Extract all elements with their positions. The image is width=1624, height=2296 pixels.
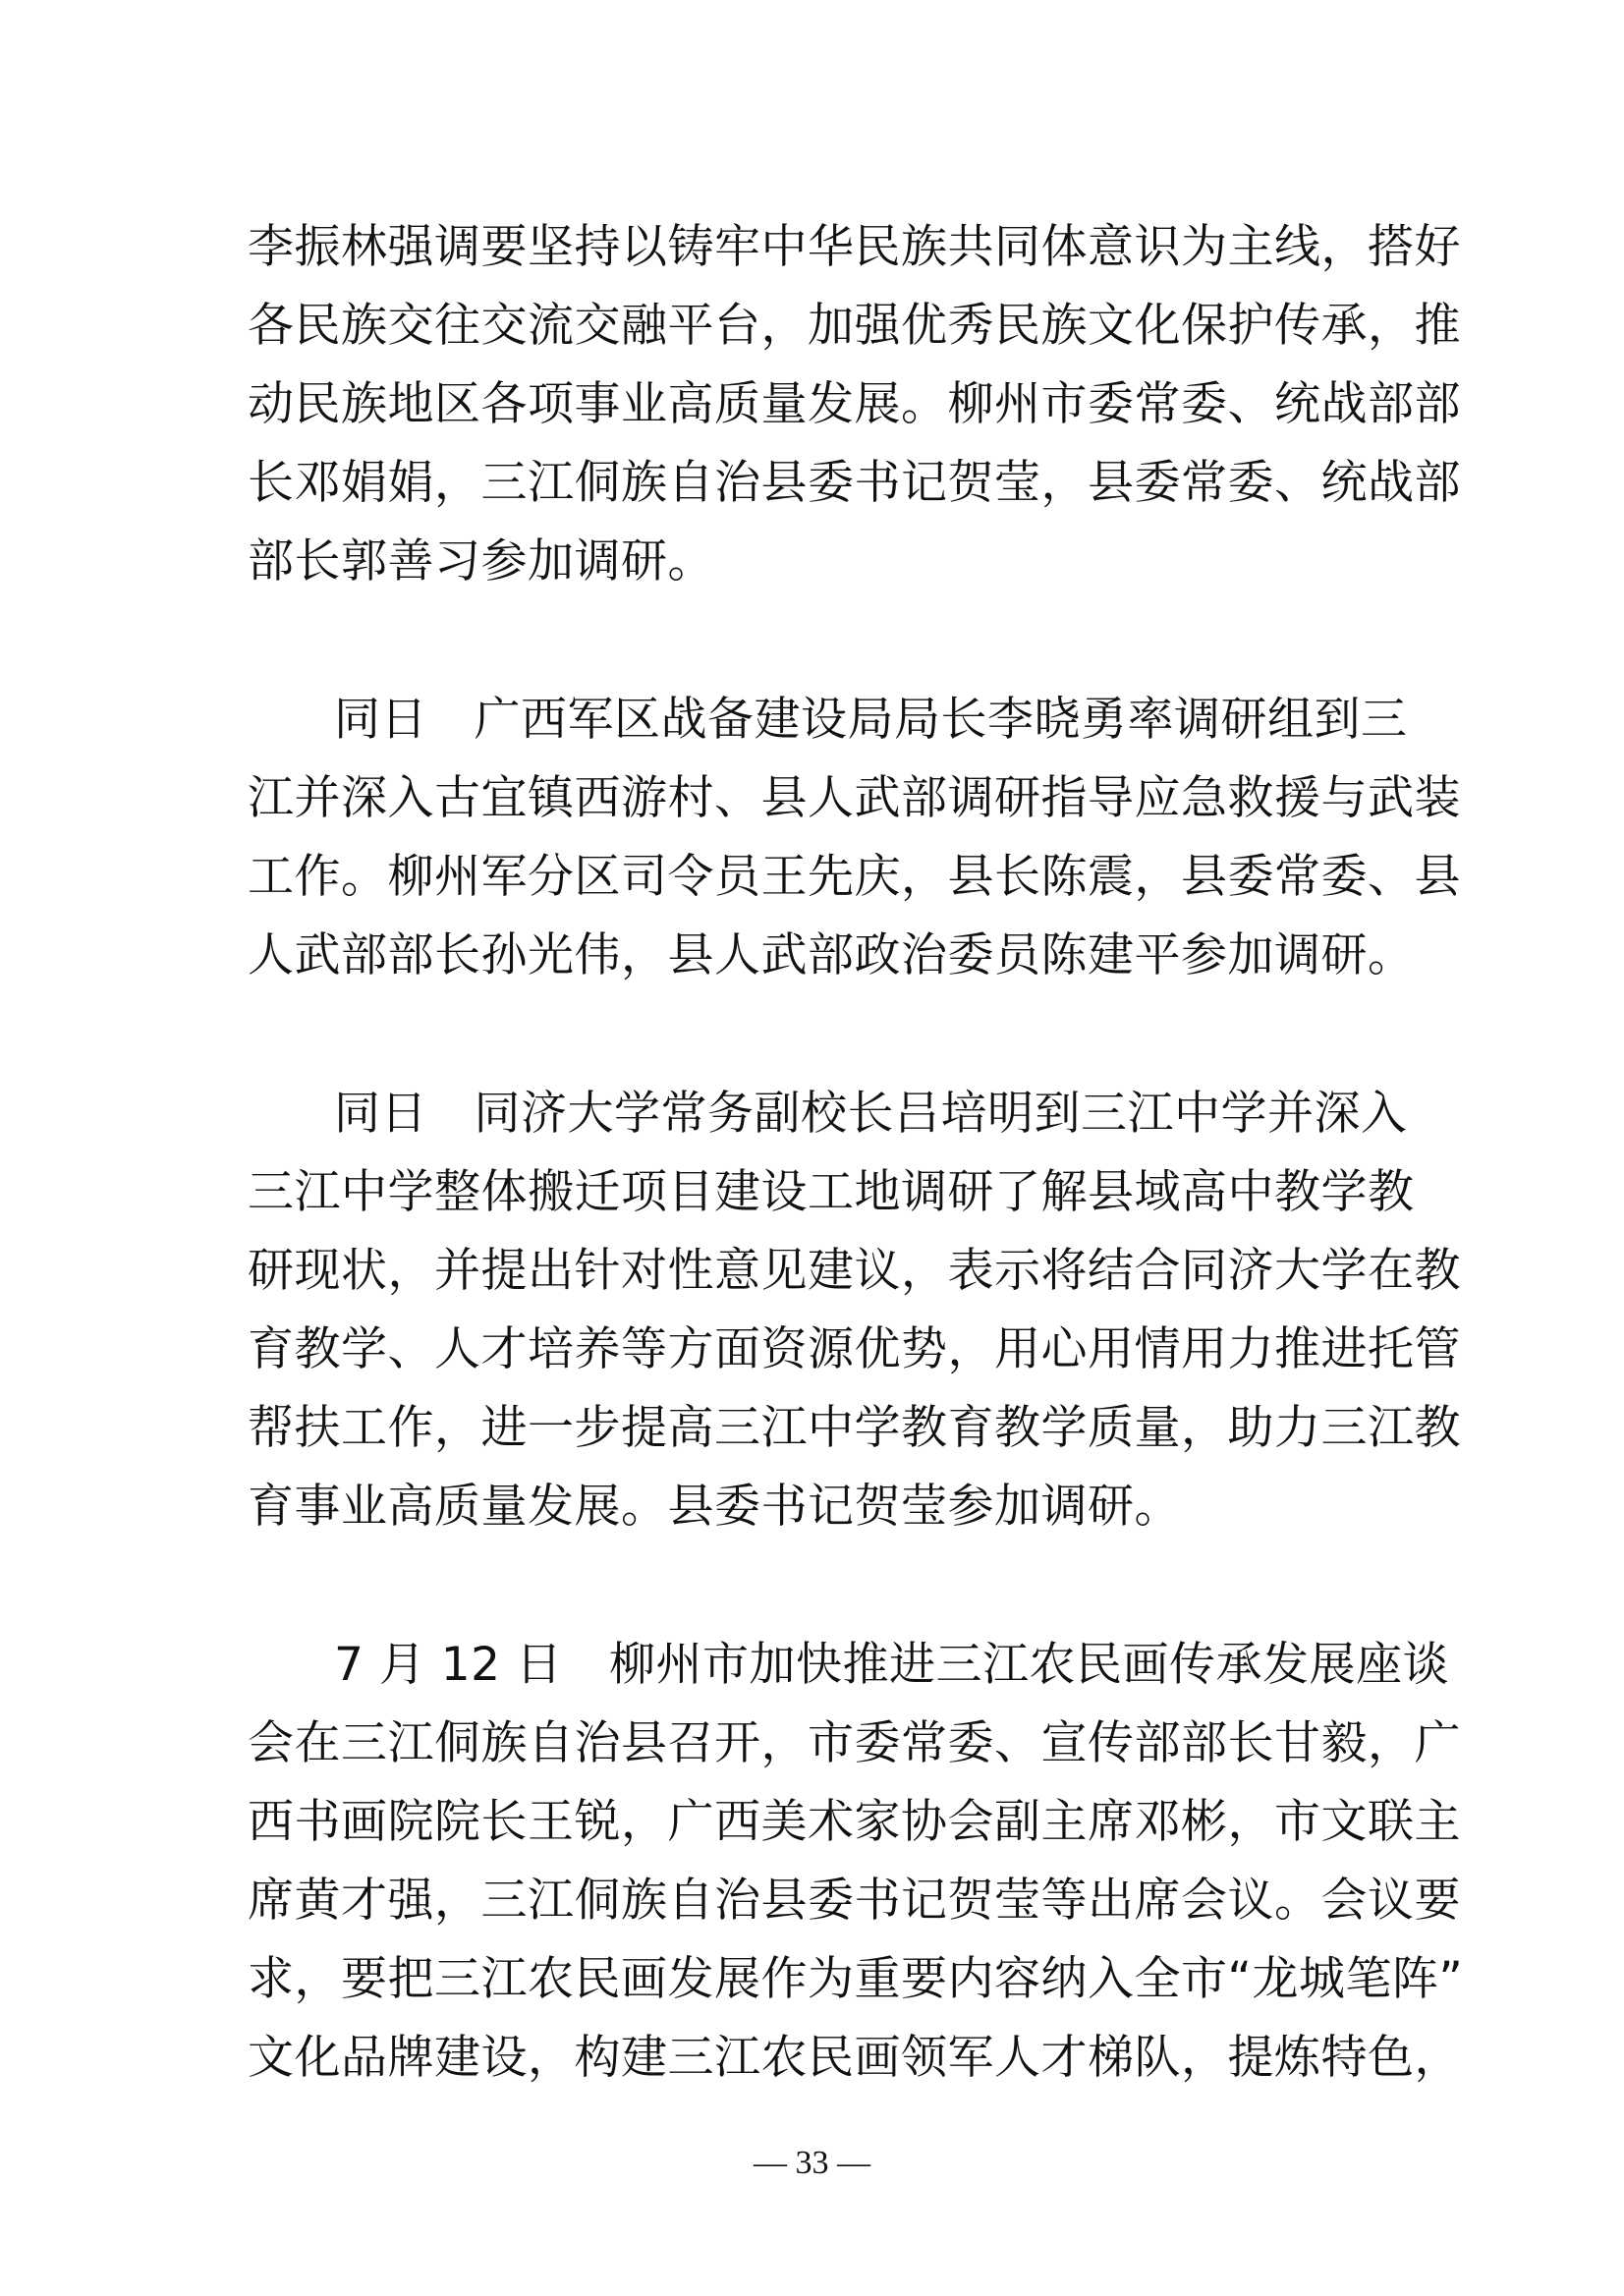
- paragraph-2-line-4: 人武部部长孙光伟，县人武部政治委员陈建平参加调研。: [248, 928, 1415, 982]
- paragraph-2-line-3: 工作。柳州军分区司令员王先庆，县长陈震，县委常委、县: [248, 850, 1461, 904]
- paragraph-2-line-1: 同日 广西军区战备建设局局长李晓勇率调研组到三: [334, 693, 1408, 747]
- paragraph-4-line-6: 文化品牌建设，构建三江农民画领军人才梯队，提炼特色，: [248, 2031, 1461, 2085]
- paragraph-3-line-5: 帮扶工作，进一步提高三江中学教育教学质量，助力三江教: [248, 1401, 1461, 1455]
- paragraph-4-line-3: 西书画院院长王锐，广西美术家协会副主席邓彬，市文联主: [248, 1795, 1461, 1849]
- paragraph-1-line-3: 动民族地区各项事业高质量发展。柳州市委常委、统战部部: [248, 377, 1461, 431]
- paragraph-4-line-2: 会在三江侗族自治县召开，市委常委、宣传部部长甘毅，广: [248, 1716, 1461, 1770]
- paragraph-3-line-1: 同日 同济大学常务副校长吕培明到三江中学并深入: [334, 1087, 1408, 1141]
- paragraph-4-line-4: 席黄才强，三江侗族自治县委书记贺莹等出席会议。会议要: [248, 1874, 1461, 1928]
- paragraph-1-line-2: 各民族交往交流交融平台，加强优秀民族文化保护传承，推: [248, 299, 1461, 353]
- page-number: — 33 —: [754, 2145, 870, 2181]
- paragraph-3-line-3: 研现状，并提出针对性意见建议，表示将结合同济大学在教: [248, 1244, 1461, 1298]
- paragraph-1-line-4: 长邓娟娟，三江侗族自治县委书记贺莹，县委常委、统战部: [248, 456, 1461, 510]
- paragraph-4-line-5: 求，要把三江农民画发展作为重要内容纳入全市“龙城笔阵”: [248, 1952, 1464, 2006]
- paragraph-3-line-6: 育事业高质量发展。县委书记贺莹参加调研。: [248, 1480, 1181, 1534]
- paragraph-4-line-1: 7 月 12 日 柳州市加快推进三江农民画传承发展座谈: [334, 1638, 1450, 1692]
- paragraph-2-line-2: 江并深入古宜镇西游村、县人武部调研指导应急救援与武装: [248, 771, 1461, 825]
- paragraph-1-line-1: 李振林强调要坚持以铸牢中华民族共同体意识为主线，搭好: [248, 220, 1461, 274]
- paragraph-3-line-2: 三江中学整体搬迁项目建设工地调研了解县域高中教学教: [248, 1165, 1415, 1219]
- paragraph-3-line-4: 育教学、人才培养等方面资源优势，用心用情用力推进托管: [248, 1322, 1461, 1376]
- paragraph-1-line-5: 部长郭善习参加调研。: [248, 534, 714, 588]
